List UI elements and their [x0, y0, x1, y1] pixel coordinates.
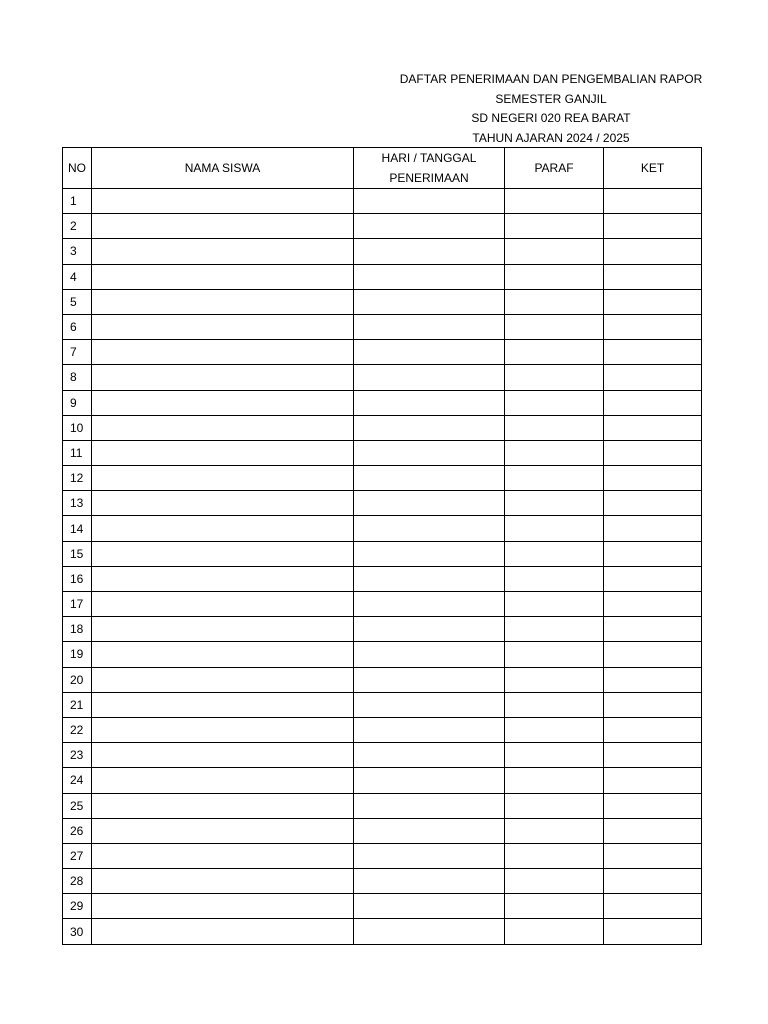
paraf-cell: [505, 818, 604, 843]
paraf-cell: [505, 894, 604, 919]
school-name: SD NEGERI 020 REA BARAT: [471, 111, 631, 125]
row-number: 10: [63, 415, 92, 440]
date-cell: [354, 717, 505, 742]
ket-cell: [604, 189, 702, 214]
date-cell: [354, 239, 505, 264]
ket-cell: [604, 743, 702, 768]
ket-cell: [604, 466, 702, 491]
date-cell: [354, 491, 505, 516]
table-row: [63, 768, 702, 793]
name-cell: [92, 692, 354, 717]
ket-cell: [604, 415, 702, 440]
date-cell: [354, 667, 505, 692]
paraf-cell: [505, 390, 604, 415]
ket-cell: [604, 692, 702, 717]
row-number: 13: [63, 491, 92, 516]
ket-cell: [604, 491, 702, 516]
table-row: [63, 592, 702, 617]
name-cell: [92, 743, 354, 768]
academic-year: TAHUN AJARAN 2024 / 2025: [472, 130, 630, 145]
ket-cell: [604, 818, 702, 843]
paraf-cell: [505, 592, 604, 617]
column-header-ket: KET: [604, 148, 702, 189]
row-number: 24: [63, 768, 92, 793]
row-number: 2: [63, 214, 92, 239]
date-cell: [354, 440, 505, 465]
ket-cell: [604, 440, 702, 465]
table-row: [63, 189, 702, 214]
document-title: DAFTAR PENERIMAAN DAN PENGEMBALIAN RAPOR: [399, 72, 703, 86]
table-row: [63, 491, 702, 516]
paraf-cell: [505, 717, 604, 742]
ket-cell: [604, 768, 702, 793]
paraf-cell: [505, 239, 604, 264]
name-cell: [92, 390, 354, 415]
date-cell: [354, 894, 505, 919]
row-number: 11: [63, 440, 92, 465]
paraf-cell: [505, 365, 604, 390]
paraf-cell: [505, 214, 604, 239]
table-row: [63, 617, 702, 642]
paraf-cell: [505, 189, 604, 214]
row-number: 17: [63, 592, 92, 617]
table-row: [63, 919, 702, 944]
table-row: [63, 818, 702, 843]
row-number: 27: [63, 843, 92, 868]
row-number: 14: [63, 516, 92, 541]
date-cell: [354, 541, 505, 566]
name-cell: [92, 717, 354, 742]
ket-cell: [604, 617, 702, 642]
column-header-date-line1: HARI / TANGGAL: [381, 151, 477, 165]
paraf-cell: [505, 289, 604, 314]
table-row: [63, 717, 702, 742]
date-cell: [354, 365, 505, 390]
name-cell: [92, 617, 354, 642]
ket-cell: [604, 340, 702, 365]
row-number: 29: [63, 894, 92, 919]
name-cell: [92, 440, 354, 465]
ket-cell: [604, 239, 702, 264]
row-number: 7: [63, 340, 92, 365]
report-card-table: [62, 147, 702, 945]
ket-cell: [604, 919, 702, 944]
name-cell: [92, 667, 354, 692]
row-number: 25: [63, 793, 92, 818]
name-cell: [92, 289, 354, 314]
name-cell: [92, 768, 354, 793]
name-cell: [92, 793, 354, 818]
name-cell: [92, 466, 354, 491]
date-cell: [354, 919, 505, 944]
row-number: 30: [63, 919, 92, 944]
row-number: 4: [63, 264, 92, 289]
table-row: [63, 340, 702, 365]
row-number: 20: [63, 667, 92, 692]
table-header-row: [63, 148, 702, 189]
name-cell: [92, 541, 354, 566]
date-cell: [354, 340, 505, 365]
table-row: [63, 516, 702, 541]
date-cell: [354, 264, 505, 289]
row-number: 28: [63, 869, 92, 894]
table-row: [63, 365, 702, 390]
row-number: 5: [63, 289, 92, 314]
ket-cell: [604, 869, 702, 894]
table-row: [63, 743, 702, 768]
semester-label: SEMESTER GANJIL: [495, 91, 607, 106]
date-cell: [354, 592, 505, 617]
table-row: [63, 289, 702, 314]
row-number: 23: [63, 743, 92, 768]
row-number: 8: [63, 365, 92, 390]
paraf-cell: [505, 743, 604, 768]
date-cell: [354, 390, 505, 415]
ket-cell: [604, 843, 702, 868]
name-cell: [92, 239, 354, 264]
date-cell: [354, 692, 505, 717]
paraf-cell: [505, 869, 604, 894]
row-number: 3: [63, 239, 92, 264]
row-number: 6: [63, 314, 92, 339]
paraf-cell: [505, 768, 604, 793]
ket-cell: [604, 894, 702, 919]
name-cell: [92, 189, 354, 214]
row-number: 26: [63, 818, 92, 843]
table-row: [63, 843, 702, 868]
name-cell: [92, 869, 354, 894]
row-number: 18: [63, 617, 92, 642]
ket-cell: [604, 264, 702, 289]
date-cell: [354, 289, 505, 314]
name-cell: [92, 314, 354, 339]
ket-cell: [604, 541, 702, 566]
row-number: 21: [63, 692, 92, 717]
paraf-cell: [505, 919, 604, 944]
date-cell: [354, 743, 505, 768]
row-number: 22: [63, 717, 92, 742]
table-row: [63, 793, 702, 818]
row-number: 12: [63, 466, 92, 491]
name-cell: [92, 491, 354, 516]
row-number: 15: [63, 541, 92, 566]
date-cell: [354, 617, 505, 642]
table-row: [63, 440, 702, 465]
date-cell: [354, 843, 505, 868]
document-header: [380, 70, 722, 148]
table-row: [63, 214, 702, 239]
column-header-paraf: PARAF: [505, 148, 604, 189]
ket-cell: [604, 289, 702, 314]
paraf-cell: [505, 440, 604, 465]
row-number: 1: [63, 189, 92, 214]
date-cell: [354, 189, 505, 214]
row-number: 9: [63, 390, 92, 415]
name-cell: [92, 642, 354, 667]
table-row: [63, 466, 702, 491]
name-cell: [92, 516, 354, 541]
table-row: [63, 894, 702, 919]
paraf-cell: [505, 415, 604, 440]
ket-cell: [604, 214, 702, 239]
ket-cell: [604, 566, 702, 591]
column-header-date-line2: PENERIMAAN: [389, 171, 469, 185]
table-row: [63, 314, 702, 339]
paraf-cell: [505, 491, 604, 516]
column-header-date: [354, 148, 505, 189]
ket-cell: [604, 667, 702, 692]
name-cell: [92, 340, 354, 365]
ket-cell: [604, 717, 702, 742]
paraf-cell: [505, 466, 604, 491]
paraf-cell: [505, 541, 604, 566]
paraf-cell: [505, 617, 604, 642]
name-cell: [92, 365, 354, 390]
name-cell: [92, 843, 354, 868]
table-row: [63, 667, 702, 692]
table-row: [63, 239, 702, 264]
date-cell: [354, 415, 505, 440]
date-cell: [354, 869, 505, 894]
date-cell: [354, 314, 505, 339]
table-row: [63, 566, 702, 591]
paraf-cell: [505, 566, 604, 591]
paraf-cell: [505, 793, 604, 818]
ket-cell: [604, 390, 702, 415]
name-cell: [92, 919, 354, 944]
paraf-cell: [505, 516, 604, 541]
table-row: [63, 264, 702, 289]
paraf-cell: [505, 340, 604, 365]
date-cell: [354, 768, 505, 793]
column-header-name: NAMA SISWA: [92, 148, 354, 189]
name-cell: [92, 214, 354, 239]
table-row: [63, 869, 702, 894]
table-row: [63, 642, 702, 667]
date-cell: [354, 566, 505, 591]
ket-cell: [604, 592, 702, 617]
name-cell: [92, 415, 354, 440]
row-number: 19: [63, 642, 92, 667]
table-body: [63, 189, 702, 945]
paraf-cell: [505, 314, 604, 339]
date-cell: [354, 516, 505, 541]
ket-cell: [604, 516, 702, 541]
date-cell: [354, 818, 505, 843]
table-row: [63, 692, 702, 717]
name-cell: [92, 592, 354, 617]
date-cell: [354, 466, 505, 491]
date-cell: [354, 642, 505, 667]
ket-cell: [604, 642, 702, 667]
column-header-no: NO: [63, 148, 92, 189]
table-row: [63, 390, 702, 415]
ket-cell: [604, 314, 702, 339]
date-cell: [354, 793, 505, 818]
table-row: [63, 415, 702, 440]
paraf-cell: [505, 692, 604, 717]
ket-cell: [604, 365, 702, 390]
paraf-cell: [505, 642, 604, 667]
name-cell: [92, 894, 354, 919]
date-cell: [354, 214, 505, 239]
name-cell: [92, 566, 354, 591]
name-cell: [92, 264, 354, 289]
ket-cell: [604, 793, 702, 818]
paraf-cell: [505, 264, 604, 289]
name-cell: [92, 818, 354, 843]
paraf-cell: [505, 843, 604, 868]
table-row: [63, 541, 702, 566]
row-number: 16: [63, 566, 92, 591]
paraf-cell: [505, 667, 604, 692]
